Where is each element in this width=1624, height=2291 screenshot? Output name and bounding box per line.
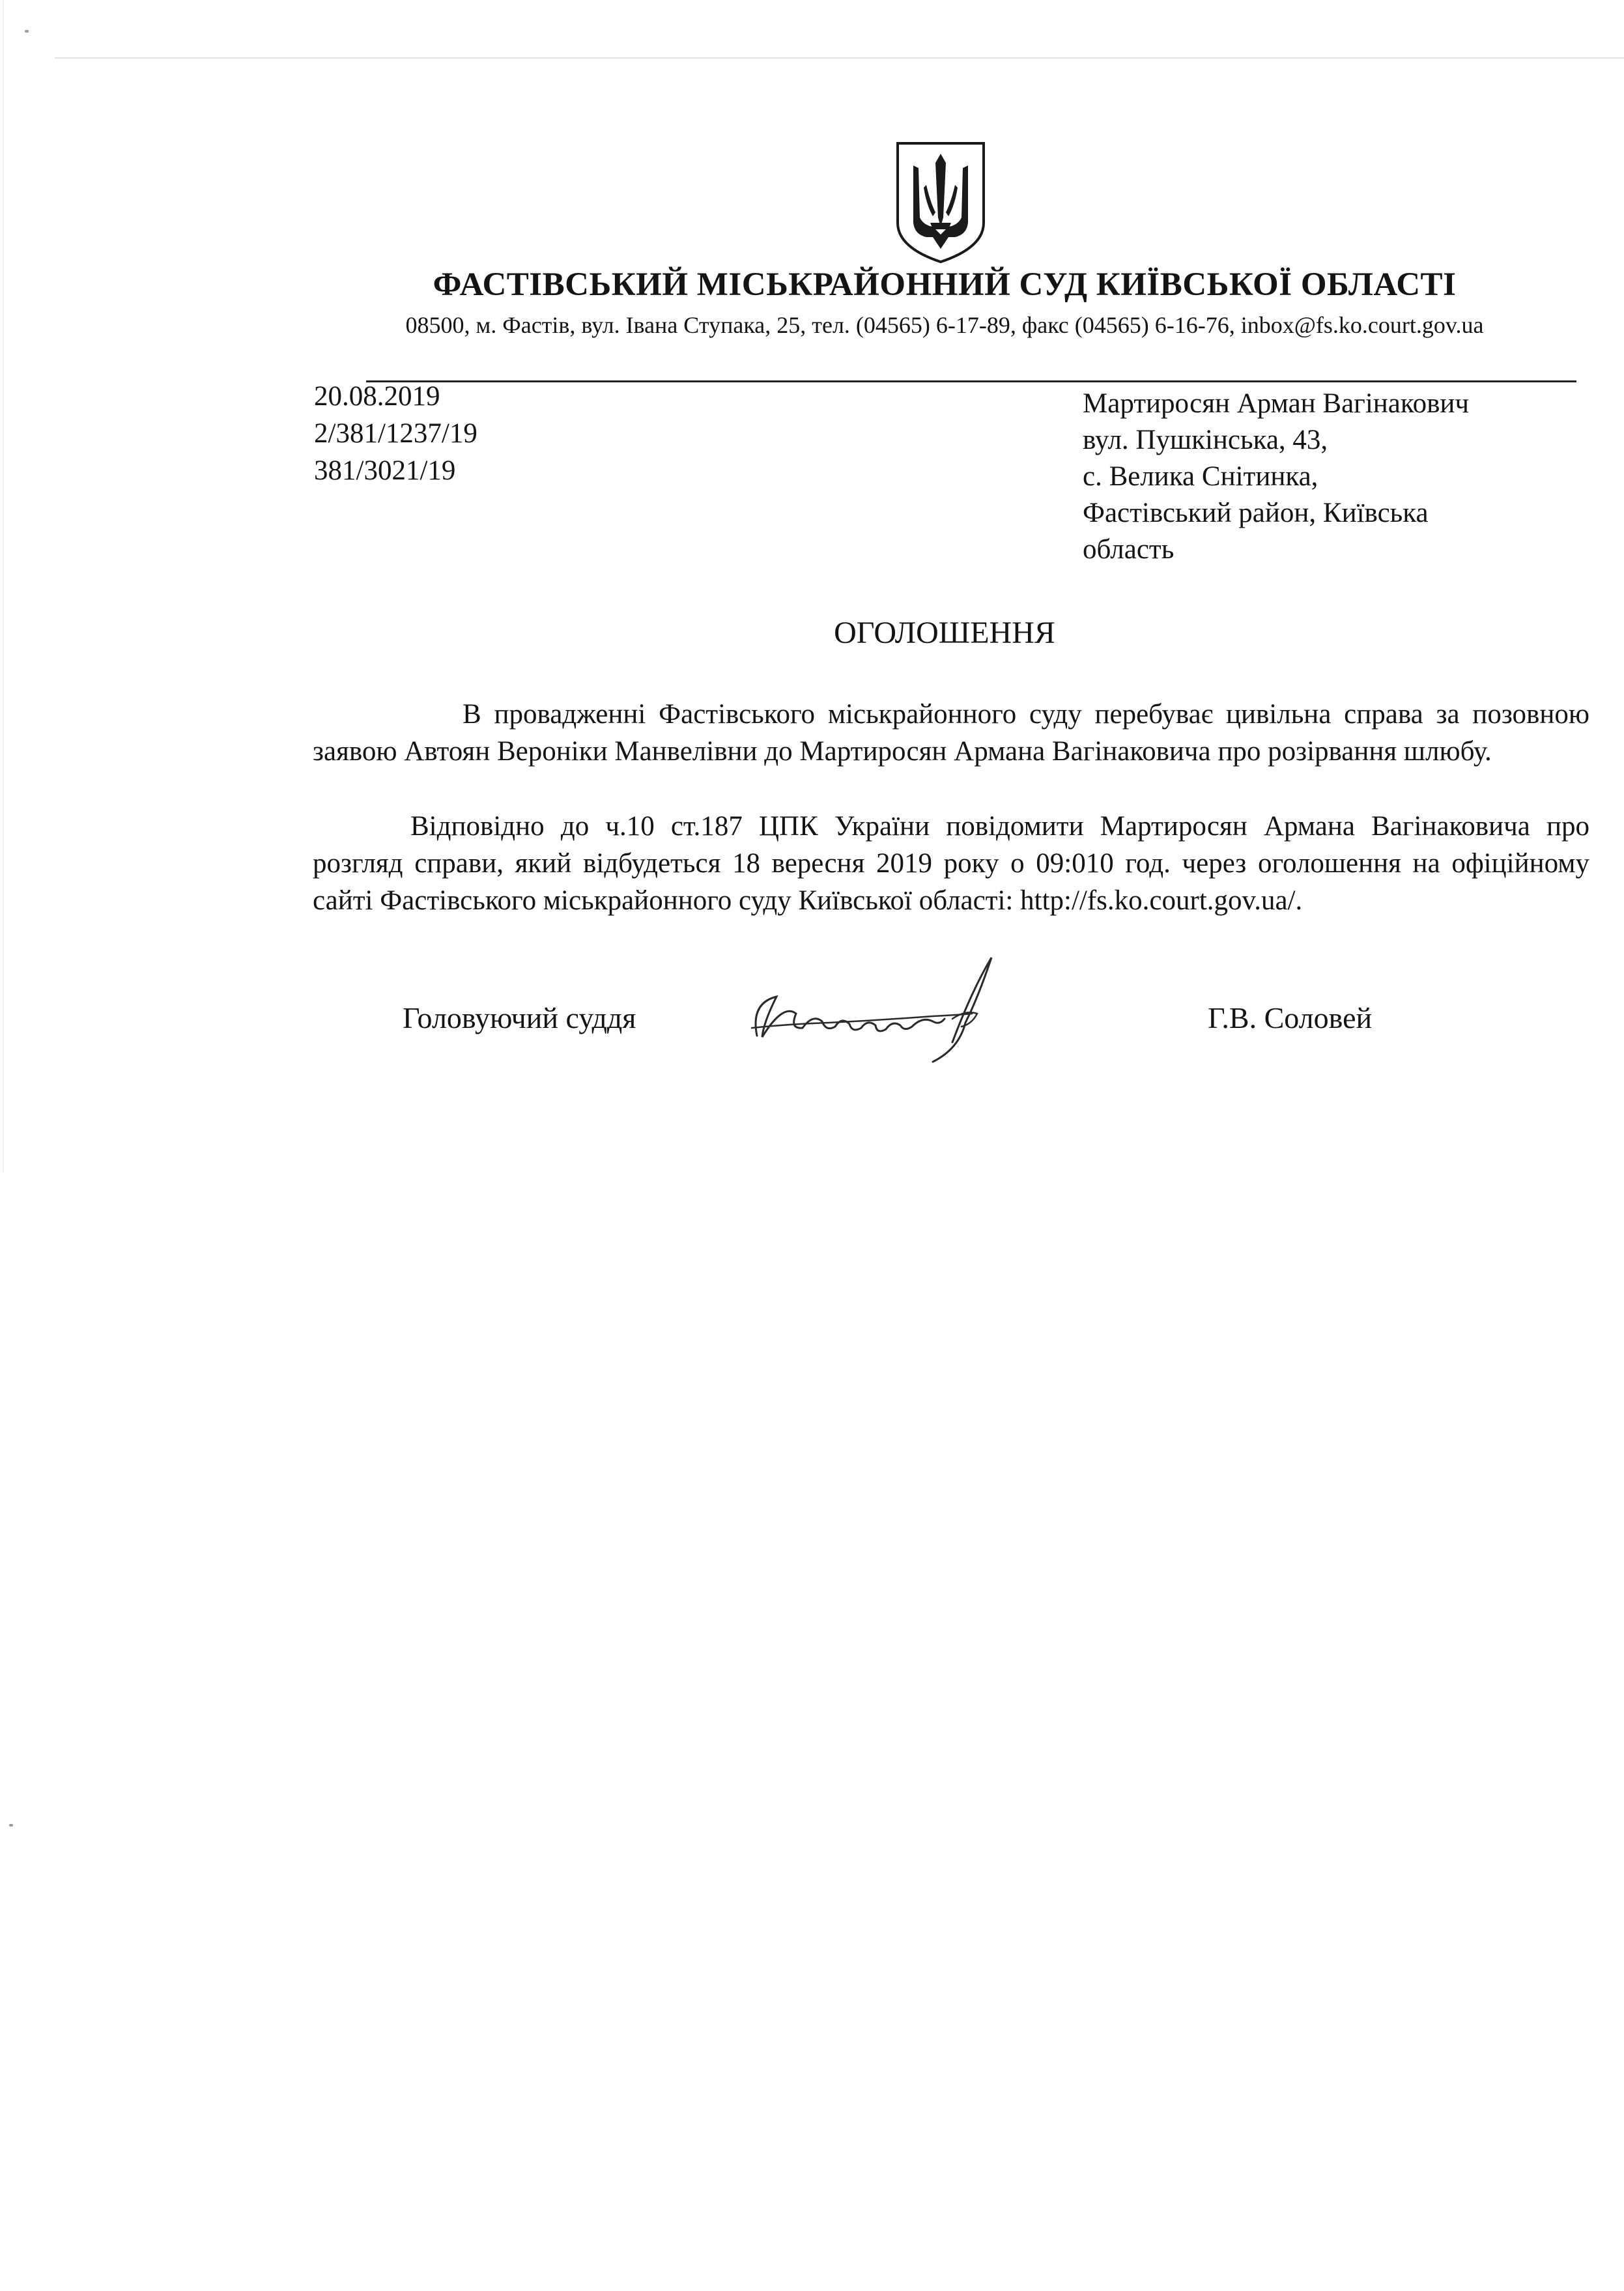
reference-number: 381/3021/19 bbox=[314, 455, 456, 486]
court-name: ФАСТІВСЬКИЙ МІСЬКРАЙОННИЙ СУД КИЇВСЬКОЇ ОБЛАСТІ bbox=[433, 266, 1457, 303]
header-divider bbox=[366, 380, 1576, 382]
recipient-village: с. Велика Снітинка, bbox=[1083, 461, 1318, 492]
signer-role: Головуючий суддя bbox=[403, 1001, 636, 1034]
scan-speck bbox=[25, 30, 29, 33]
document-title: ОГОЛОШЕННЯ bbox=[834, 616, 1055, 650]
body-paragraph-case: В провадженні Фастівського міськрайонного суду перебуває цивільна справа за позовною заявою Автоян Вероніки Манвелівни до Мартиросян Армана Вагінаковича про розірвання шлюбу. bbox=[313, 699, 1589, 767]
court-address: 08500, м. Фастів, вул. Івана Ступака, 25, тел. (04565) 6-17-89, факс (04565) 6-16-76, inbox@fs.ko.court.gov.ua bbox=[405, 312, 1484, 338]
recipient-district: Фастівський район, Київська bbox=[1083, 498, 1429, 528]
recipient-address-block bbox=[1083, 386, 1591, 568]
scan-page-edge-top bbox=[55, 57, 1624, 59]
case-number: 2/381/1237/19 bbox=[314, 418, 477, 449]
scan-speck bbox=[9, 1824, 13, 1827]
document-date: 20.08.2019 bbox=[314, 381, 440, 412]
scan-page-edge-left bbox=[3, 0, 4, 1173]
recipient-name: Мартиросян Арман Вагінакович bbox=[1083, 388, 1470, 419]
trident-emblem-icon bbox=[894, 139, 988, 264]
signer-name: Г.В. Соловей bbox=[1208, 1001, 1373, 1034]
handwritten-signature bbox=[737, 951, 1011, 1068]
body-paragraph-notice: Відповідно до ч.10 ст.187 ЦПК України повідомити Мартиросян Армана Вагінаковича про розгляд справи, який відбудеться 18 вересня 2019 року о 09:010 год. через оголошення на офіційному сайті Фастівського міськрайонного суду Київської області: http://fs.ko.court.gov.ua/. bbox=[313, 811, 1589, 916]
recipient-region: область bbox=[1083, 534, 1175, 565]
recipient-street: вул. Пушкінська, 43, bbox=[1083, 425, 1328, 455]
